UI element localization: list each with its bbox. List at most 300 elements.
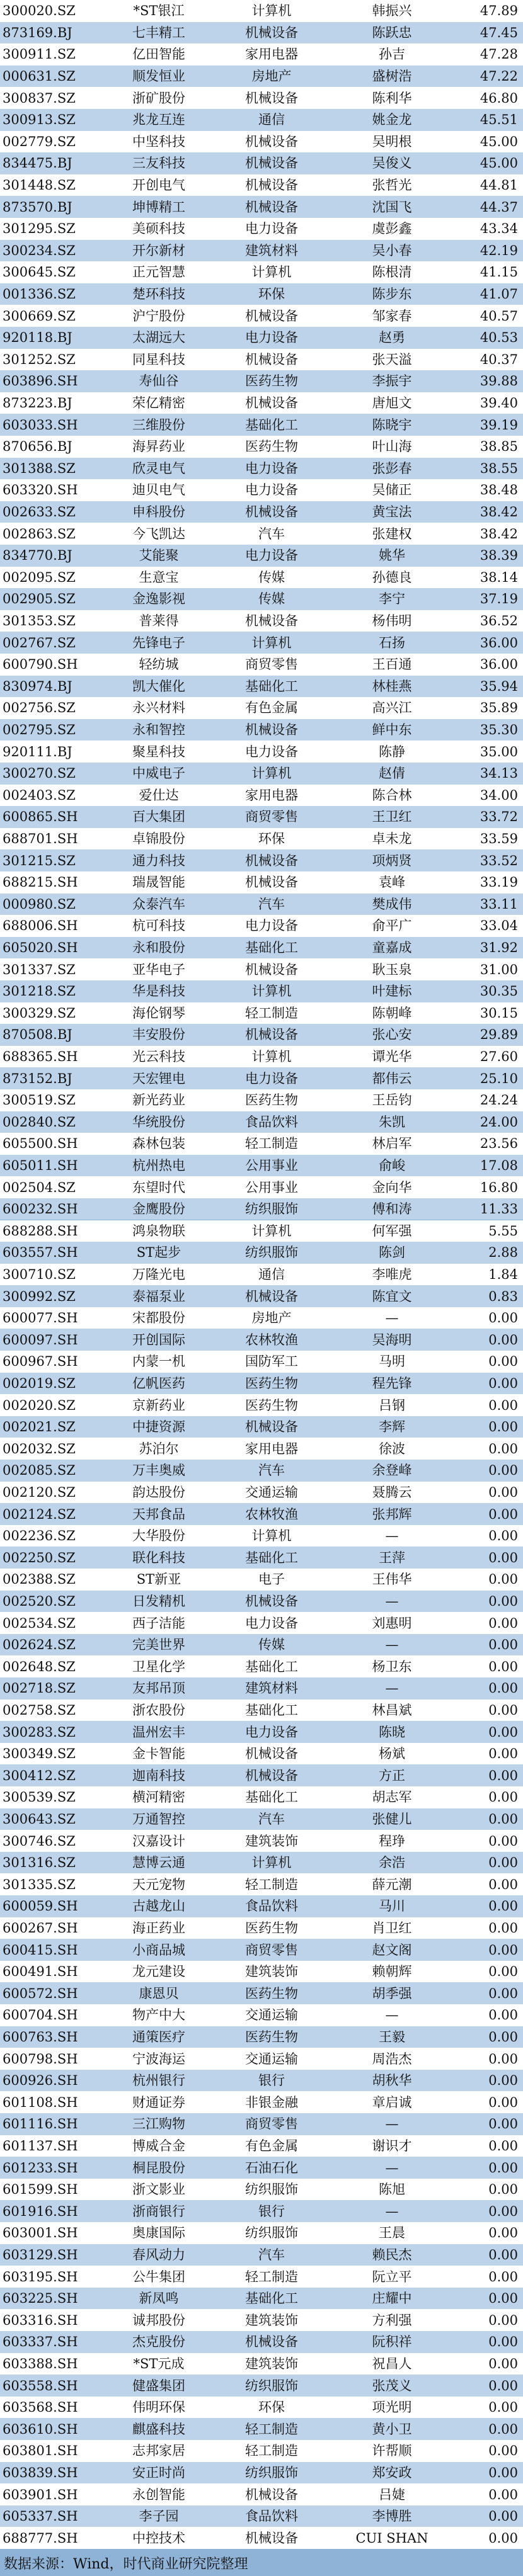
stock-code-cell: 300746.SZ (3, 1833, 76, 1849)
controller-cell: 王晨 (379, 2225, 405, 2241)
value-cell: 25.10 (480, 1070, 518, 1086)
stock-code-cell: 002534.SZ (3, 1615, 76, 1631)
controller-cell: 吴储正 (372, 482, 412, 498)
table-row (0, 2222, 523, 2244)
stock-name-cell: 卫星化学 (132, 1659, 185, 1674)
controller-cell: 黄宝法 (372, 504, 412, 520)
value-cell: 0.00 (488, 1310, 518, 1326)
table-row (0, 523, 523, 545)
industry-cell: 商贸零售 (245, 809, 298, 825)
industry-cell: 家用电器 (245, 1441, 298, 1456)
industry-cell: 传媒 (258, 591, 285, 607)
stock-code-cell: 920118.BJ (3, 330, 72, 346)
table-row (0, 1982, 523, 2004)
table-row (0, 370, 523, 392)
stock-name-cell: 西子洁能 (132, 1615, 185, 1631)
value-cell: 0.00 (488, 1550, 518, 1565)
stock-code-cell: 605020.SH (3, 940, 78, 956)
value-cell: 0.00 (488, 2356, 518, 2371)
controller-cell: 胡秋华 (372, 2073, 412, 2089)
stock-code-cell: 688215.SH (3, 875, 78, 890)
value-cell: 35.89 (480, 700, 518, 716)
table-row (0, 2462, 523, 2484)
value-cell: 0.00 (488, 1724, 518, 1740)
stock-code-cell: 300412.SZ (3, 1767, 76, 1783)
controller-cell: 俞峻 (379, 1158, 405, 1173)
value-cell: 38.85 (480, 439, 518, 455)
stock-name-cell: 苏泊尔 (139, 1441, 179, 1456)
table-row (0, 763, 523, 785)
stock-name-cell: 海昇药业 (132, 439, 185, 455)
table-row (0, 1198, 523, 1220)
controller-cell: — (385, 1637, 399, 1653)
industry-cell: 机械设备 (245, 2487, 298, 2502)
industry-cell: 轻工制造 (245, 1005, 298, 1021)
stock-code-cell: 600572.SH (3, 1985, 78, 2001)
controller-cell: — (385, 1681, 399, 1696)
industry-cell: 汽车 (258, 896, 285, 912)
controller-cell: 余浩 (379, 1855, 405, 1871)
controller-cell: 陈跃忠 (372, 25, 412, 40)
controller-cell: 余登峰 (372, 1463, 412, 1478)
stock-code-cell: 873169.BJ (3, 25, 72, 40)
stock-code-cell: 873223.BJ (3, 395, 72, 411)
industry-cell: 医药生物 (245, 439, 298, 455)
value-cell: 23.56 (480, 1136, 518, 1152)
industry-cell: 机械设备 (245, 178, 298, 193)
stock-name-cell: ST新亚 (136, 1572, 181, 1587)
value-cell: 0.00 (488, 1964, 518, 1980)
value-cell: 0.00 (488, 2312, 518, 2328)
stock-name-cell: 安正时尚 (132, 2465, 185, 2480)
table-row (0, 2244, 523, 2266)
stock-name-cell: 海伦钢琴 (132, 1005, 185, 1021)
table-row (0, 327, 523, 349)
stock-name-cell: 华统股份 (132, 1114, 185, 1130)
industry-cell: 机械设备 (245, 1593, 298, 1609)
controller-cell: 金向华 (372, 1179, 412, 1195)
value-cell: 0.00 (488, 1332, 518, 1348)
stock-name-cell: 杰克股份 (132, 2334, 185, 2350)
value-cell: 0.00 (488, 1419, 518, 1435)
controller-cell: — (385, 2116, 399, 2132)
stock-code-cell: 002085.SZ (3, 1463, 76, 1478)
industry-cell: 机械设备 (245, 1419, 298, 1435)
table-row (0, 2375, 523, 2397)
industry-cell: 计算机 (251, 1528, 292, 1544)
controller-cell: 聂腾云 (372, 1484, 412, 1500)
controller-cell: 程先锋 (372, 1375, 412, 1391)
stock-name-cell: 亚华电子 (132, 962, 185, 977)
industry-cell: 农林牧渔 (245, 1506, 298, 1522)
stock-name-cell: 中威电子 (132, 766, 185, 781)
value-cell: 11.33 (480, 1201, 518, 1217)
value-cell: 43.34 (480, 221, 518, 237)
industry-cell: 医药生物 (245, 1397, 298, 1413)
industry-cell: 机械设备 (245, 1767, 298, 1783)
table-row (0, 1655, 523, 1677)
value-cell: 0.00 (488, 1702, 518, 1718)
stock-name-cell: 今飞凯达 (132, 526, 185, 542)
stock-name-cell: 龙元建设 (132, 1964, 185, 1980)
stock-code-cell: 600763.SH (3, 2029, 78, 2045)
controller-cell: — (385, 1528, 399, 1544)
industry-cell: 商贸零售 (245, 1942, 298, 1958)
value-cell: 0.00 (488, 1855, 518, 1871)
stock-code-cell: 603316.SH (3, 2312, 78, 2328)
controller-cell: 姚金龙 (372, 112, 412, 128)
stock-name-cell: 美硕科技 (132, 221, 185, 237)
stock-code-cell: 834770.BJ (3, 548, 72, 564)
table-row (0, 2440, 523, 2462)
stock-name-cell: 丰安股份 (132, 1027, 185, 1043)
stock-name-cell: 寿仙谷 (139, 373, 179, 389)
stock-name-cell: 天邦食品 (132, 1506, 185, 1522)
controller-cell: 祝昌人 (372, 2356, 412, 2371)
stock-code-cell: 870656.BJ (3, 439, 72, 455)
stock-code-cell: 601137.SH (3, 2138, 78, 2153)
controller-cell: 盛树浩 (372, 69, 412, 84)
controller-cell: 刘惠明 (372, 1615, 412, 1631)
industry-cell: 环保 (258, 287, 285, 302)
table-row (0, 806, 523, 828)
table-row (0, 2266, 523, 2288)
stock-name-cell: 万通智控 (132, 1811, 185, 1827)
controller-cell: 胡志军 (372, 1790, 412, 1805)
controller-cell: 王岳钧 (372, 1092, 412, 1108)
stock-code-cell: 688006.SH (3, 918, 78, 934)
stock-code-cell: 601116.SH (3, 2116, 78, 2132)
stock-name-cell: 东望时代 (132, 1179, 185, 1195)
table-row (0, 1242, 523, 1264)
industry-cell: 基础化工 (245, 2291, 298, 2306)
industry-cell: 银行 (258, 2073, 285, 2089)
value-cell: 0.00 (488, 1484, 518, 1500)
industry-cell: 轻工制造 (245, 1876, 298, 1892)
controller-cell: 林昌斌 (372, 1702, 412, 1718)
stock-name-cell: 亿田智能 (132, 47, 185, 62)
industry-cell: 通信 (258, 1266, 285, 1282)
stock-name-cell: 内蒙一机 (132, 1354, 185, 1370)
stock-code-cell: 600415.SH (3, 1942, 78, 1958)
stock-name-cell: 永和智控 (132, 722, 185, 738)
industry-cell: 建筑材料 (245, 1681, 298, 1696)
controller-cell: — (385, 2203, 399, 2219)
value-cell: 24.24 (480, 1092, 518, 1108)
value-cell: 47.22 (480, 69, 518, 84)
controller-cell: 孙德良 (372, 569, 412, 585)
stock-name-cell: 瑞晟智能 (132, 875, 185, 890)
industry-cell: 计算机 (251, 766, 292, 781)
stock-code-cell: 873570.BJ (3, 199, 72, 215)
stock-code-cell: 603195.SH (3, 2269, 78, 2284)
table-row (0, 2200, 523, 2222)
industry-cell: 医药生物 (245, 2029, 298, 2045)
table-row (0, 1285, 523, 1307)
industry-cell: 机械设备 (245, 1746, 298, 1762)
stock-name-cell: 万隆光电 (132, 1266, 185, 1282)
industry-cell: 电力设备 (245, 330, 298, 346)
table-row (0, 849, 523, 871)
stock-code-cell: 870508.BJ (3, 1027, 72, 1043)
value-cell: 0.00 (488, 1790, 518, 1805)
stock-code-cell: 688365.SH (3, 1049, 78, 1064)
value-cell: 0.00 (488, 1463, 518, 1478)
table-row (0, 1264, 523, 1286)
controller-cell: 张心安 (372, 1027, 412, 1043)
table-row (0, 676, 523, 698)
table-row (0, 1917, 523, 1939)
stock-name-cell: 先锋电子 (132, 635, 185, 650)
controller-cell: 唐旭文 (372, 395, 412, 411)
controller-cell: 李博胜 (372, 2509, 412, 2524)
controller-cell: 耿玉泉 (372, 962, 412, 977)
table-row (0, 2483, 523, 2505)
stock-name-cell: 金卡智能 (132, 1746, 185, 1762)
value-cell: 33.59 (480, 831, 518, 847)
value-cell: 0.00 (488, 2269, 518, 2284)
controller-cell: 王百通 (372, 657, 412, 672)
stock-code-cell: 300020.SZ (3, 3, 76, 19)
table-row (0, 1460, 523, 1482)
table-row (0, 785, 523, 807)
industry-cell: 医药生物 (245, 373, 298, 389)
stock-code-cell: 603337.SH (3, 2334, 78, 2350)
stock-code-cell: 300837.SZ (3, 90, 76, 106)
industry-cell: 汽车 (258, 1811, 285, 1827)
controller-cell: 孙吉 (379, 47, 405, 62)
industry-cell: 电力设备 (245, 1070, 298, 1086)
value-cell: 0.00 (488, 1898, 518, 1914)
stock-name-cell: 爱仕达 (139, 787, 179, 803)
stock-name-cell: 奥康国际 (132, 2225, 185, 2241)
industry-cell: 纺织服饰 (245, 1245, 298, 1261)
industry-cell: 纺织服饰 (245, 2378, 298, 2393)
table-row (0, 1482, 523, 1504)
controller-cell: 李振宇 (372, 373, 412, 389)
table-row (0, 1394, 523, 1416)
value-cell: 40.53 (480, 330, 518, 346)
value-cell: 36.00 (480, 635, 518, 650)
value-cell: 0.00 (488, 1375, 518, 1391)
stock-name-cell: 同星科技 (132, 351, 185, 367)
stock-name-cell: 金鹰股份 (132, 1201, 185, 1217)
controller-cell: 谢识才 (372, 2138, 412, 2153)
stock-name-cell: 完美世界 (132, 1637, 185, 1653)
table-row (0, 610, 523, 632)
controller-cell: 赖朝辉 (372, 1964, 412, 1980)
industry-cell: 机械设备 (245, 2530, 298, 2546)
value-cell: 40.57 (480, 308, 518, 324)
stock-name-cell: 天元宠物 (132, 1876, 185, 1892)
table-row (0, 2288, 523, 2310)
stock-code-cell: 605337.SH (3, 2509, 78, 2524)
industry-cell: 基础化工 (245, 940, 298, 956)
controller-cell: 陈晓宇 (372, 417, 412, 433)
stock-name-cell: 万丰奥威 (132, 1463, 185, 1478)
industry-cell: 基础化工 (245, 1550, 298, 1565)
industry-cell: 交通运输 (245, 2007, 298, 2023)
value-cell: 0.00 (488, 1767, 518, 1783)
value-cell: 0.00 (488, 1920, 518, 1936)
stock-code-cell: 603033.SH (3, 417, 78, 433)
stock-code-cell: 301448.SZ (3, 178, 76, 193)
stock-code-cell: 000631.SZ (3, 69, 76, 84)
table-row (0, 1895, 523, 1917)
industry-cell: 机械设备 (245, 351, 298, 367)
stock-name-cell: 荣亿精密 (132, 395, 185, 411)
controller-cell: 吴明根 (372, 133, 412, 149)
industry-cell: 电力设备 (245, 1724, 298, 1740)
table-row (0, 2397, 523, 2419)
industry-cell: 计算机 (251, 264, 292, 280)
stock-code-cell: 301295.SZ (3, 221, 76, 237)
industry-cell: 家用电器 (245, 47, 298, 62)
stock-name-cell: 天宏锂电 (132, 1070, 185, 1086)
controller-cell: 庄耀中 (372, 2291, 412, 2306)
stock-name-cell: 顺发恒业 (132, 69, 185, 84)
stock-name-cell: 李子园 (139, 2509, 179, 2524)
stock-code-cell: 300234.SZ (3, 242, 76, 258)
stock-code-cell: 002648.SZ (3, 1659, 76, 1674)
table-row (0, 2331, 523, 2353)
industry-cell: 基础化工 (245, 417, 298, 433)
industry-cell: 医药生物 (245, 1375, 298, 1391)
industry-cell: 通信 (258, 112, 285, 128)
controller-cell: 薛元潮 (372, 1876, 412, 1892)
stock-name-cell: 百大集团 (132, 809, 185, 825)
controller-cell: 王毅 (379, 2029, 405, 2045)
stock-name-cell: 开创国际 (132, 1332, 185, 1348)
stock-name-cell: 春风动力 (132, 2247, 185, 2262)
controller-cell: 赵文阁 (372, 1942, 412, 1958)
industry-cell: 机械设备 (245, 504, 298, 520)
table-row (0, 1111, 523, 1133)
industry-cell: 计算机 (251, 3, 292, 19)
controller-cell: 邹家春 (372, 308, 412, 324)
stock-code-cell: 603901.SH (3, 2487, 78, 2502)
table-row (0, 87, 523, 109)
value-cell: 0.00 (488, 2247, 518, 2262)
table-row (0, 915, 523, 937)
value-cell: 38.39 (480, 548, 518, 564)
table-row (0, 2179, 523, 2201)
stock-name-cell: 新凤鸣 (139, 2291, 179, 2306)
table-row (0, 1677, 523, 1699)
stock-name-cell: 开创电气 (132, 178, 185, 193)
industry-cell: 交通运输 (245, 1484, 298, 1500)
table-row (0, 654, 523, 676)
industry-cell: 农林牧渔 (245, 1332, 298, 1348)
value-cell: 0.00 (488, 1528, 518, 1544)
table-row (0, 414, 523, 436)
stock-code-cell: 002032.SZ (3, 1441, 76, 1456)
stock-name-cell: 财通证券 (132, 2094, 185, 2110)
value-cell: 0.00 (488, 1506, 518, 1522)
controller-cell: 李唯虎 (372, 1266, 412, 1282)
stock-name-cell: 永创智能 (132, 2487, 185, 2502)
table-row (0, 1002, 523, 1024)
table-row (0, 1612, 523, 1634)
industry-cell: 机械设备 (245, 962, 298, 977)
value-cell: 47.28 (480, 47, 518, 62)
industry-cell: 机械设备 (245, 853, 298, 868)
value-cell: 0.00 (488, 2007, 518, 2023)
industry-cell: 有色金属 (245, 2138, 298, 2153)
industry-cell: 机械设备 (245, 395, 298, 411)
value-cell: 0.00 (488, 2073, 518, 2089)
industry-cell: 机械设备 (245, 2334, 298, 2350)
stock-code-cell: 301218.SZ (3, 984, 76, 999)
table-row (0, 349, 523, 371)
stock-code-cell: 603568.SH (3, 2400, 78, 2415)
table-row (0, 1830, 523, 1852)
industry-cell: 建筑装饰 (245, 1833, 298, 1849)
table-row (0, 632, 523, 654)
table-row (0, 937, 523, 959)
table-row (0, 828, 523, 850)
value-cell: 0.00 (488, 2378, 518, 2393)
industry-cell: 国防军工 (245, 1354, 298, 1370)
stock-code-cell: 300710.SZ (3, 1266, 76, 1282)
stock-name-cell: 宋都股份 (132, 1310, 185, 1326)
table-row (0, 436, 523, 458)
controller-cell: 杨卫东 (372, 1659, 412, 1674)
stock-name-cell: 金逸影视 (132, 591, 185, 607)
stock-code-cell: 301388.SZ (3, 460, 76, 476)
industry-cell: 有色金属 (245, 700, 298, 716)
industry-cell: 电力设备 (245, 918, 298, 934)
controller-cell: 鲜中东 (372, 722, 412, 738)
stock-code-cell: 301353.SZ (3, 613, 76, 629)
stock-code-cell: 600790.SH (3, 657, 78, 672)
value-cell: 0.00 (488, 2400, 518, 2415)
value-cell: 44.37 (480, 199, 518, 215)
controller-cell: 张彭春 (372, 460, 412, 476)
stock-code-cell: 603320.SH (3, 482, 78, 498)
stock-name-cell: 亿帆医药 (132, 1375, 185, 1391)
stock-code-cell: 603129.SH (3, 2247, 78, 2262)
value-cell: 45.00 (480, 133, 518, 149)
table-row (0, 1220, 523, 1242)
industry-cell: 传媒 (258, 569, 285, 585)
value-cell: 0.00 (488, 1811, 518, 1827)
controller-cell: 陈宜文 (372, 1288, 412, 1304)
table-row (0, 2418, 523, 2440)
industry-cell: 建筑装饰 (245, 2356, 298, 2371)
industry-cell: 纺织服饰 (245, 1201, 298, 1217)
stock-name-cell: 通力科技 (132, 853, 185, 868)
industry-cell: 石油石化 (245, 2160, 298, 2176)
table-row (0, 1351, 523, 1373)
table-row (0, 174, 523, 196)
stock-code-cell: 600926.SH (3, 2073, 78, 2089)
table-row (0, 719, 523, 741)
table-row (0, 1569, 523, 1591)
controller-cell: 胡季强 (372, 1985, 412, 2001)
controller-cell: — (385, 1310, 399, 1326)
value-cell: 0.00 (488, 2138, 518, 2153)
stock-name-cell: 中坚科技 (132, 133, 185, 149)
table-row (0, 1329, 523, 1351)
stock-code-cell: 688701.SH (3, 831, 78, 847)
industry-cell: 汽车 (258, 2247, 285, 2262)
controller-cell: 林桂燕 (372, 678, 412, 694)
table-row (0, 152, 523, 174)
stock-code-cell: 873152.BJ (3, 1070, 72, 1086)
controller-cell: 郑安政 (372, 2465, 412, 2480)
controller-cell: 陈步东 (372, 287, 412, 302)
